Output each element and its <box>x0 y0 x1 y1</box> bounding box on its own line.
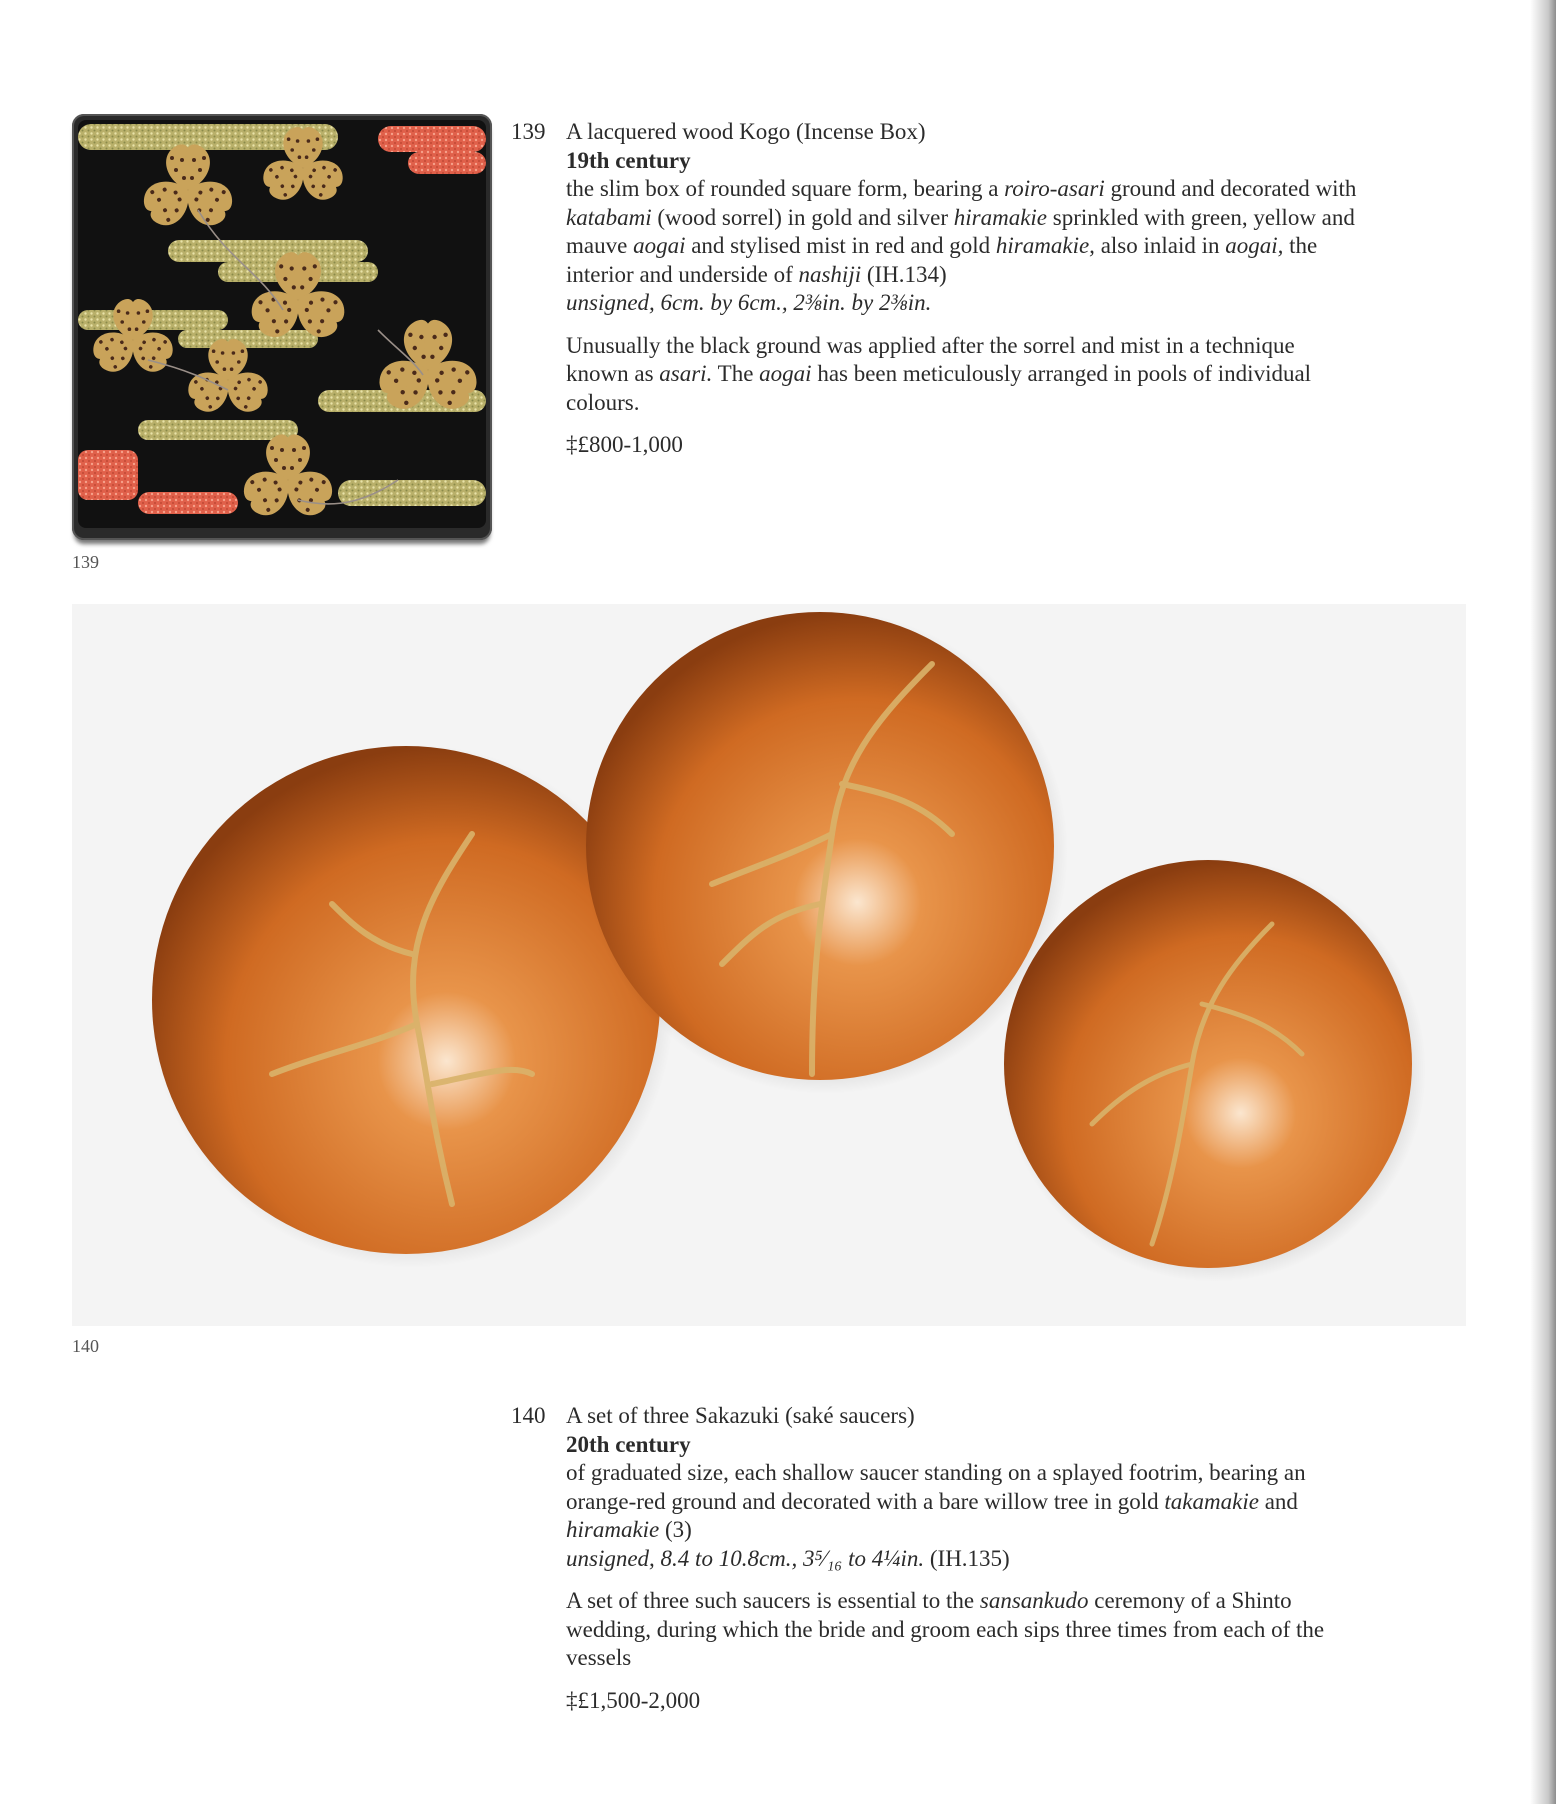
lot-139-note-line: known as asari. The aogai has been meticulously arranged in pools of individual <box>566 361 1312 386</box>
lot-140-date: 20th century <box>566 1431 691 1457</box>
lot-140-description-line: orange-red ground and decorated with a bare willow tree in gold takamakie and <box>566 1488 1298 1514</box>
lot-140-caption: 140 <box>72 1336 99 1356</box>
lot-140-number: 140 <box>511 1403 546 1428</box>
lot-139-description-line: mauve aogai and stylised mist in red and gold hiramakie, also inlaid in aogai, the <box>566 233 1318 258</box>
lot-140-estimate: ‡£1,500-2,000 <box>566 1687 701 1713</box>
lot-139-title: A lacquered wood Kogo (Incense Box) <box>566 119 926 144</box>
lot-139-date: 19th century <box>566 147 691 173</box>
page-gutter-shadow <box>1530 0 1556 1804</box>
lot-139-note-line: Unusually the black ground was applied after the sorrel and mist in a technique <box>566 332 1295 358</box>
kogo-image <box>72 114 492 540</box>
sakazuki-image <box>72 604 1466 1326</box>
kogo-illustration <box>78 120 486 528</box>
lot-140-note-line: vessels <box>566 1645 632 1670</box>
lot-140-dimensions: unsigned, 8.4 to 10.8cm., 3⁵⁄₁₆ to 4¼in. (IH.135) <box>566 1545 1010 1571</box>
sakazuki-illustration <box>72 604 1466 1326</box>
lot-140-description-line: hiramakie (3) <box>566 1517 692 1542</box>
lot-139-description-line: katabami (wood sorrel) in gold and silver hiramakie sprinkled with green, yellow and <box>566 204 1355 230</box>
lot-139-estimate: ‡£800-1,000 <box>566 432 683 457</box>
lot-140-entry <box>511 1402 1486 1715</box>
lot-140-note-line: A set of three such saucers is essential to the sansankudo ceremony of a Shinto <box>566 1588 1292 1613</box>
lot-140-description-line: of graduated size, each shallow saucer standing on a splayed footrim, bearing an <box>566 1460 1306 1485</box>
lot-139-note-line: colours. <box>566 389 640 415</box>
lot-139-description-line: the slim box of rounded square form, bearing a roiro-asari ground and decorated with <box>566 176 1357 201</box>
lot-139-dimensions: unsigned, 6cm. by 6cm., 2⅜in. by 2⅜in. <box>566 290 932 315</box>
lot-139-caption: 139 <box>72 552 99 572</box>
saucer-small <box>1004 860 1412 1268</box>
lot-139-number: 139 <box>511 119 546 144</box>
saucer-large <box>152 746 660 1254</box>
lot-139-entry <box>511 118 1486 460</box>
saucer-medium <box>586 612 1054 1080</box>
lot-139-description-line: interior and underside of nashiji (IH.134) <box>566 261 947 287</box>
lot-140-title: A set of three Sakazuki (saké saucers) <box>566 1403 915 1428</box>
lot-140-note-line: wedding, during which the bride and groom each sips three times from each of the <box>566 1616 1325 1642</box>
